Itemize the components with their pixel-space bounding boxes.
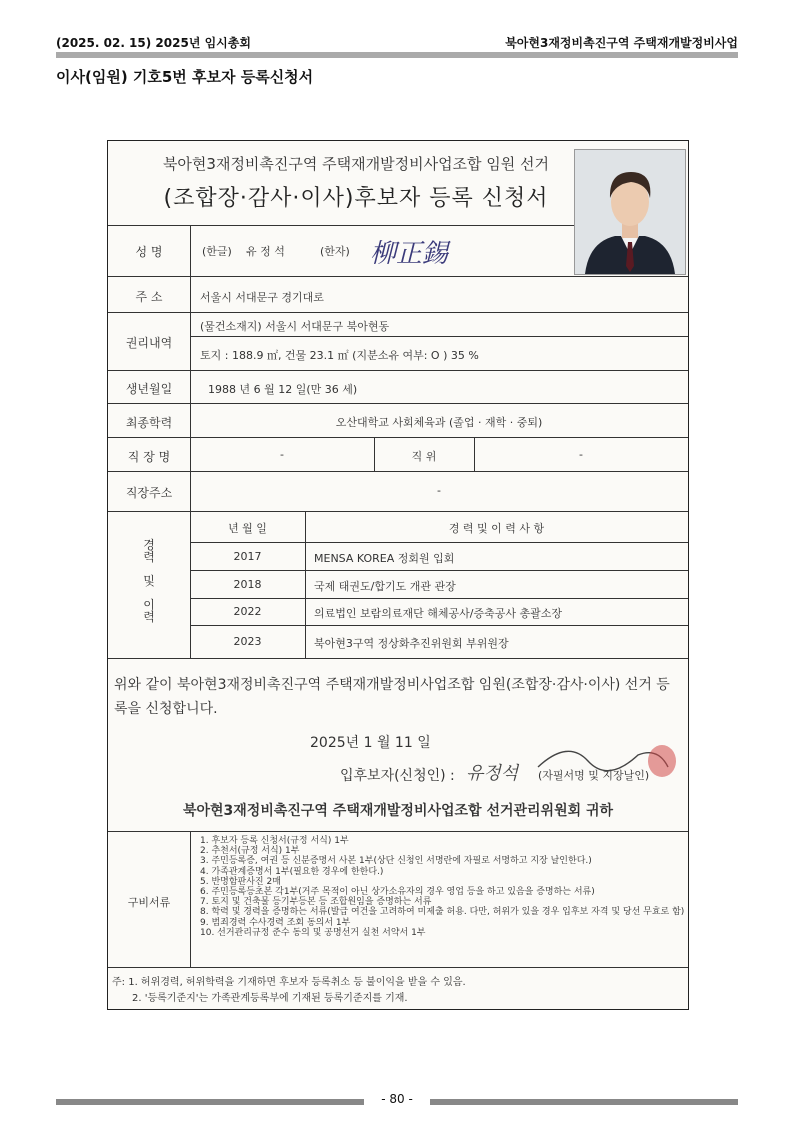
docs-item: 1. 후보자 등록 신청서(규정 서식) 1부	[200, 836, 349, 846]
registration-form	[107, 140, 689, 1010]
address-value: 서울시 서대문구 경기대로	[200, 291, 324, 304]
docs-item: 5. 반명함판사진 2매	[200, 876, 281, 887]
form-title-line1: 북아현3재정비촉진구역 주택재개발정비사업조합 임원 선거	[162, 155, 550, 173]
addressee: 북아현3재정비촉진구역 주택재개발정비사업조합 선거관리위원회 귀하	[182, 803, 614, 819]
docs-item: 10. 선거관리규정 준수 동의 및 공명선거 실천 서약서 1부	[200, 927, 426, 938]
docs-item: 9. 범죄경력 수사경력 조회 동의서 1부	[200, 917, 351, 928]
rights-line2: 토지 : 188.9 ㎡, 건물 23.1 ㎡ (지분소유 여부: O ) 35 %	[200, 349, 479, 362]
candidate-photo	[574, 149, 686, 275]
docs-item: 3. 주민등록증, 여권 등 신분증명서 사본 1부(상단 신청인 서명란에 자필로 서명하고 지장 날인한다.)	[200, 856, 592, 867]
docs-list	[200, 836, 686, 938]
form-title-line2: (조합장·감사·이사)후보자 등록 신청서	[163, 186, 549, 211]
name-korean-label: (한글)	[202, 245, 232, 258]
name-korean: 유 정 석	[246, 245, 285, 258]
page-title: 이사(임원) 기호5번 후보자 등록신청서	[56, 68, 314, 86]
birth-label: 생년월일	[125, 382, 173, 396]
education-label: 최종학력	[125, 416, 173, 430]
docs-item: 6. 주민등록등초본 각1부(거주 목적이 아닌 상가소유자의 경우 영업 등을 하고 있음을 증명하는 서류)	[200, 887, 595, 898]
signature-stamp-graphic	[528, 737, 678, 785]
career-row-year: 2018	[233, 578, 262, 591]
applicant-label: 입후보자(신청인) :	[340, 768, 455, 784]
docs-item: 8. 학력 및 경력을 증명하는 서류(발급 여건을 고려하여 미제출 허용. 다만, 허위가 있을 경우 입후보 자격 및 당선 무효로 함)	[200, 907, 685, 918]
career-row-desc: 북아현3구역 정상화추진위원회 부위원장	[314, 637, 509, 650]
career-row-desc: 국제 태권도/합기도 개관 관장	[314, 580, 456, 593]
header-left: (2025. 02. 15) 2025년 임시총회	[56, 36, 251, 50]
docs-item: 7. 토지 및 건축물 등기부등본 등 조합원임을 증명하는 서류	[200, 897, 432, 908]
work-address-value: -	[437, 484, 441, 497]
name-label: 성 명	[135, 245, 163, 259]
note-1: 주: 1. 허위경력, 허위학력을 기재하면 후보자 등록취소 등 불이익을 받을 수 있음.	[112, 977, 466, 988]
position-value: -	[579, 448, 583, 461]
workplace-value: -	[280, 448, 284, 461]
name-hanja-label: (한자)	[320, 245, 350, 258]
work-address-label: 직장주소	[125, 486, 173, 500]
career-row-year: 2022	[233, 605, 262, 618]
name-hanja: 柳正錫	[370, 239, 449, 269]
career-row-desc: MENSA KOREA 정회원 입회	[314, 552, 455, 565]
page-header	[56, 34, 738, 50]
header-bar	[56, 52, 738, 58]
docs-label: 구비서류	[127, 896, 171, 909]
career-row-year: 2017	[233, 550, 262, 563]
applicant-signature: 유정석	[466, 763, 519, 784]
sign-note: (자필서명 및 지장날인)	[538, 769, 650, 782]
page-footer	[56, 1092, 738, 1106]
docs-item: 4. 가족관계증명서 1부(필요한 경우에 한한다.)	[200, 866, 384, 877]
career-row-desc: 의료법인 보람의료재단 해체공사/증축공사 총괄소장	[314, 607, 562, 620]
rights-line1: (물건소재지) 서울시 서대문구 북아현동	[200, 320, 390, 333]
declaration-text: 위와 같이 북아현3재정비촉진구역 주택재개발정비사업조합 임원(조합장·감사·이사) 선거 등록을 신청합니다.	[114, 677, 670, 717]
rights-label: 권리내역	[125, 336, 173, 350]
education-value: 오산대학교 사회체육과 (졸업 · 재학 · 중퇴)	[335, 416, 543, 429]
birth-value: 1988 년 6 월 12 일(만 36 세)	[208, 383, 358, 396]
career-row-year: 2023	[233, 635, 262, 648]
header-right: 북아현3재정비촉진구역 주택재개발정비사업	[505, 36, 738, 50]
page-number: - 80 -	[381, 1092, 413, 1106]
address-label: 주 소	[135, 290, 163, 304]
career-label: 경 력 및 이 력	[143, 538, 155, 624]
career-col-desc: 경 력 및 이 력 사 항	[448, 522, 545, 535]
workplace-label: 직 장 명	[127, 450, 171, 464]
application-date: 2025년 1 월 11 일	[310, 735, 431, 751]
career-col-year: 년 월 일	[228, 522, 267, 535]
docs-item: 2. 추천서(규정 서식) 1부	[200, 846, 300, 857]
note-2: 2. '등록기준지'는 가족관계등록부에 기재된 등록기준지를 기재.	[132, 993, 408, 1004]
position-label: 직 위	[411, 450, 437, 463]
